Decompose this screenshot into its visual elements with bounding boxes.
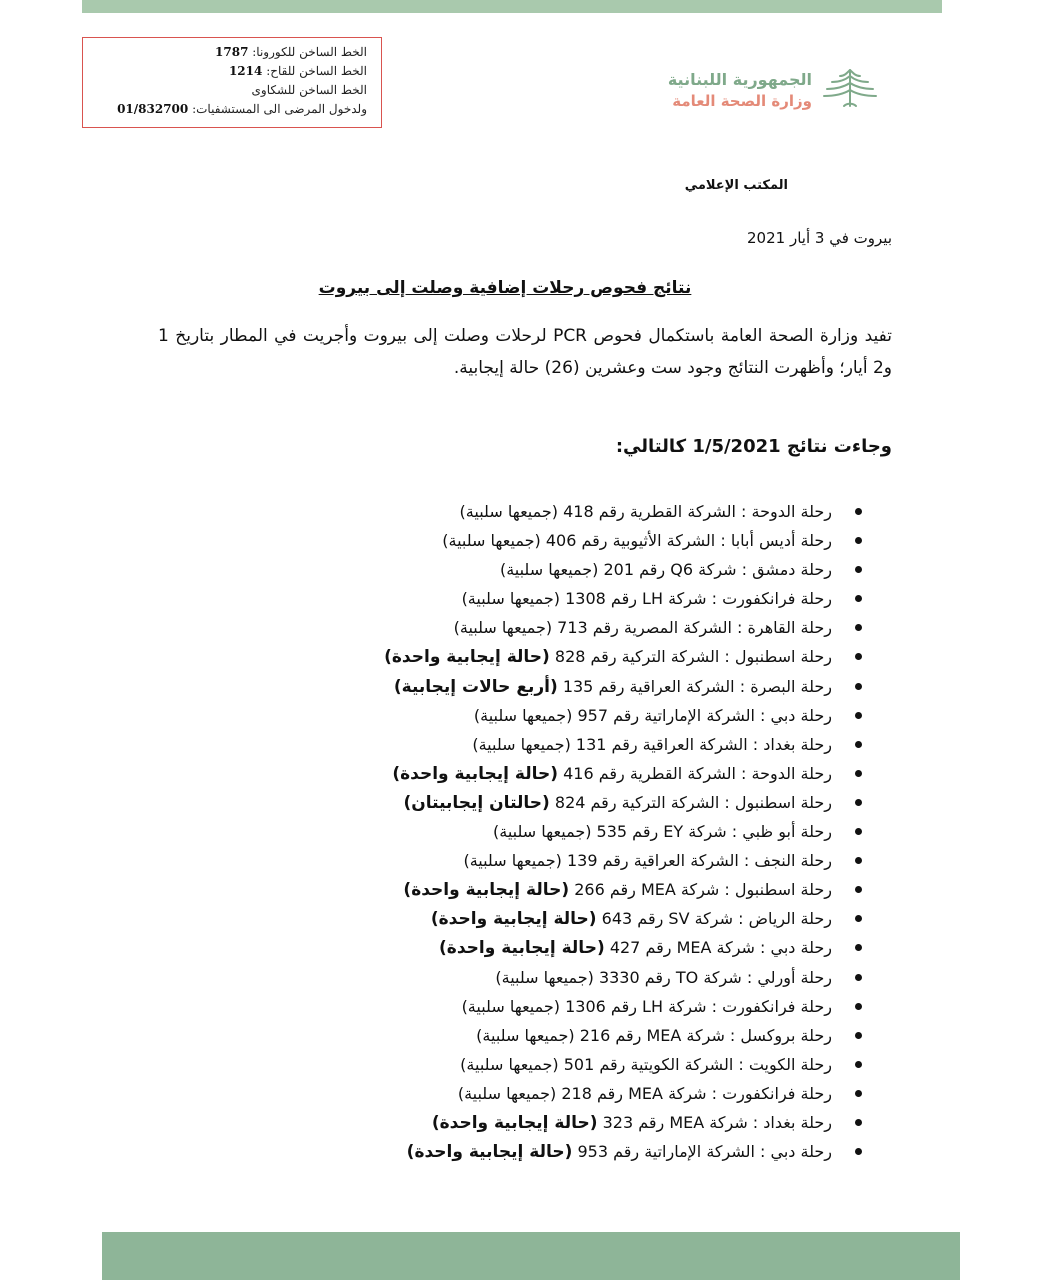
list-item: رحلة اسطنبول : الشركة التركية رقم 824 (حالتان إيجابيتان): [162, 788, 862, 817]
bullet-icon: [855, 944, 862, 951]
list-item: رحلة اسطنبول : شركة MEA رقم 266 (حالة إيجابية واحدة): [162, 875, 862, 904]
list-item: رحلة بغداد : الشركة العراقية رقم 131 (جميعها سلبية): [162, 730, 862, 759]
bullet-icon: [855, 857, 862, 864]
footer-decorative-bar: [102, 1232, 960, 1280]
list-item: رحلة أبو ظبي : شركة EY رقم 535 (جميعها سلبية): [162, 817, 862, 846]
results-heading: وجاءت نتائج 1/5/2021 كالتالي:: [615, 436, 892, 457]
bullet-icon: [855, 828, 862, 835]
document-date: بيروت في 3 أيار 2021: [747, 229, 892, 247]
bullet-icon: [855, 624, 862, 631]
hotline-hospital-admission: ولدخول المرضى الى المستشفيات: 01/832700: [117, 102, 367, 116]
bullet-icon: [855, 1090, 862, 1097]
list-item: رحلة بروكسل : شركة MEA رقم 216 (جميعها سلبية): [162, 1021, 862, 1050]
document-headline: نتائج فحوص رحلات إضافية وصلت إلى بيروت: [318, 278, 692, 298]
list-item: رحلة دبي : الشركة الإماراتية رقم 957 (جميعها سلبية): [162, 701, 862, 730]
list-item: رحلة دمشق : شركة Q6 رقم 201 (جميعها سلبية): [162, 555, 862, 584]
cedar-tree-icon: [820, 66, 880, 112]
bullet-icon: [855, 537, 862, 544]
header-decorative-bar: [82, 0, 942, 13]
ministry-header: [640, 66, 880, 116]
list-item: رحلة الدوحة : الشركة القطرية رقم 416 (حالة إيجابية واحدة): [162, 759, 862, 788]
ministry-subtitle: وزارة الصحة العامة: [672, 92, 812, 110]
list-item: رحلة أورلي : شركة TO رقم 3330 (جميعها سلبية): [162, 963, 862, 992]
flight-results-list: [162, 497, 862, 1166]
bullet-icon: [855, 508, 862, 515]
list-item: رحلة دبي : الشركة الإماراتية رقم 953 (حالة إيجابية واحدة): [162, 1137, 862, 1166]
bullet-icon: [855, 915, 862, 922]
bullet-icon: [855, 653, 862, 660]
press-office-label: المكتب الإعلامي: [684, 178, 788, 193]
list-item: رحلة بغداد : شركة MEA رقم 323 (حالة إيجابية واحدة): [162, 1108, 862, 1137]
list-item: رحلة القاهرة : الشركة المصرية رقم 713 (جميعها سلبية): [162, 613, 862, 642]
list-item: رحلة دبي : شركة MEA رقم 427 (حالة إيجابية واحدة): [162, 933, 862, 962]
list-item: رحلة البصرة : الشركة العراقية رقم 135 (أربع حالات إيجابية): [162, 672, 862, 701]
bullet-icon: [855, 1148, 862, 1155]
intro-paragraph: تفيد وزارة الصحة العامة باستكمال فحوص PCR لرحلات وصلت إلى بيروت وأجريت في المطار بتاريخ 1 و2 أيار؛ وأظهرت النتائج وجود ست وعشرين (26) حالة إيجابية.: [158, 326, 892, 378]
bullet-icon: [855, 1032, 862, 1039]
list-item: رحلة فرانكفورت : شركة LH رقم 1306 (جميعها سلبية): [162, 992, 862, 1021]
bullet-icon: [855, 974, 862, 981]
list-item: رحلة الرياض : شركة SV رقم 643 (حالة إيجابية واحدة): [162, 904, 862, 933]
bullet-icon: [855, 1061, 862, 1068]
bullet-icon: [855, 683, 862, 690]
list-item: رحلة الكويت : الشركة الكويتية رقم 501 (جميعها سلبية): [162, 1050, 862, 1079]
list-item: رحلة فرانكفورت : شركة MEA رقم 218 (جميعها سلبية): [162, 1079, 862, 1108]
bullet-icon: [855, 770, 862, 777]
ministry-title: الجمهورية اللبنانية: [667, 70, 812, 89]
bullet-icon: [855, 595, 862, 602]
hotline-vaccine: الخط الساخن للقاح: 1214: [228, 64, 367, 78]
bullet-icon: [855, 1003, 862, 1010]
list-item: رحلة النجف : الشركة العراقية رقم 139 (جميعها سلبية): [162, 846, 862, 875]
bullet-icon: [855, 712, 862, 719]
bullet-icon: [855, 566, 862, 573]
list-item: رحلة أديس أبابا : الشركة الأثيوبية رقم 406 (جميعها سلبية): [162, 526, 862, 555]
bullet-icon: [855, 886, 862, 893]
hotline-box: [82, 37, 382, 128]
bullet-icon: [855, 799, 862, 806]
hotline-covid: الخط الساخن للكورونا: 1787: [215, 45, 367, 59]
bullet-icon: [855, 741, 862, 748]
bullet-icon: [855, 1119, 862, 1126]
list-item: رحلة فرانكفورت : شركة LH رقم 1308 (جميعها سلبية): [162, 584, 862, 613]
list-item: رحلة الدوحة : الشركة القطرية رقم 418 (جميعها سلبية): [162, 497, 862, 526]
list-item: رحلة اسطنبول : الشركة التركية رقم 828 (حالة إيجابية واحدة): [162, 642, 862, 671]
hotline-complaints: الخط الساخن للشكاوى: [251, 83, 367, 97]
